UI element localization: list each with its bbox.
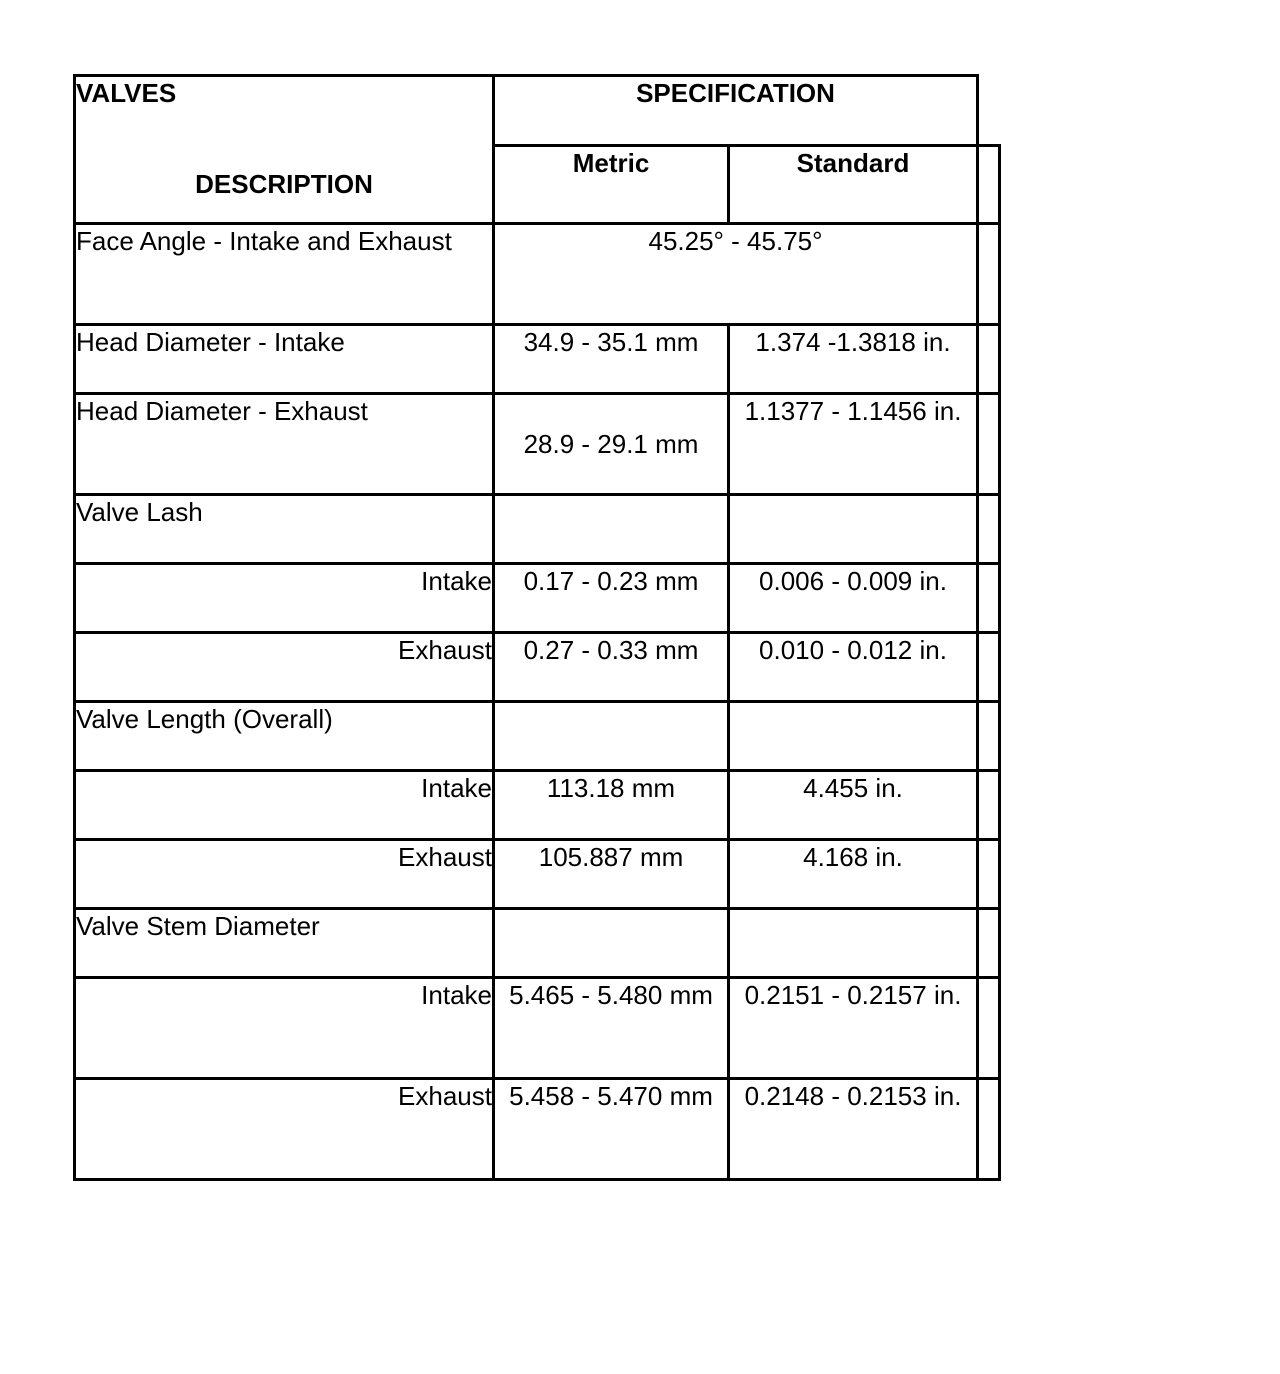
row-description: Valve Length (Overall)	[75, 702, 494, 771]
standard-value: 1.374 -1.3818 in.	[729, 325, 978, 394]
edge-cell	[978, 76, 1000, 146]
metric-value: 34.9 - 35.1 mm	[494, 325, 729, 394]
specification-header: SPECIFICATION	[494, 76, 978, 146]
standard-value: 0.2148 - 0.2153 in.	[729, 1079, 978, 1180]
metric-value	[494, 495, 729, 564]
standard-value	[729, 702, 978, 771]
edge-cell	[978, 224, 1000, 325]
edge-cell	[978, 1079, 1000, 1180]
row-description: Valve Lash	[75, 495, 494, 564]
edge-cell	[978, 633, 1000, 702]
standard-value: 4.168 in.	[729, 840, 978, 909]
metric-value: 113.18 mm	[494, 771, 729, 840]
standard-value: 0.2151 - 0.2157 in.	[729, 978, 978, 1079]
edge-cell	[978, 840, 1000, 909]
metric-header: Metric	[494, 146, 729, 224]
metric-value: 0.17 - 0.23 mm	[494, 564, 729, 633]
edge-cell	[978, 394, 1000, 495]
metric-value: 5.458 - 5.470 mm	[494, 1079, 729, 1180]
edge-cell	[978, 909, 1000, 978]
row-description: Face Angle - Intake and Exhaust	[75, 224, 494, 325]
table-row	[75, 224, 1000, 325]
metric-value	[494, 702, 729, 771]
row-description: Valve Stem Diameter	[75, 909, 494, 978]
face-angle-value: 45.25° - 45.75°	[494, 224, 978, 325]
standard-value: 1.1377 - 1.1456 in.	[729, 394, 978, 495]
row-description: Head Diameter - Intake	[75, 325, 494, 394]
standard-value: 4.455 in.	[729, 771, 978, 840]
row-description: Intake	[75, 771, 494, 840]
standard-value: 0.010 - 0.012 in.	[729, 633, 978, 702]
standard-header: Standard	[729, 146, 978, 224]
standard-value: 0.006 - 0.009 in.	[729, 564, 978, 633]
metric-value: 28.9 - 29.1 mm	[494, 394, 729, 495]
table-row	[75, 325, 1000, 394]
table-row	[75, 771, 1000, 840]
edge-cell	[978, 564, 1000, 633]
edge-cell	[978, 325, 1000, 394]
edge-cell	[978, 495, 1000, 564]
table-header-row	[75, 76, 1000, 146]
row-description: Intake	[75, 978, 494, 1079]
edge-cell	[978, 702, 1000, 771]
table-row	[75, 564, 1000, 633]
table-row	[75, 840, 1000, 909]
row-description: Exhaust	[75, 840, 494, 909]
valves-spec-table	[73, 74, 1001, 1181]
table-row	[75, 1079, 1000, 1180]
table-row	[75, 495, 1000, 564]
column-header-row	[75, 146, 1000, 224]
table-title: VALVES	[75, 76, 494, 146]
valves-spec-sheet	[73, 74, 1001, 1181]
row-description: Exhaust	[75, 1079, 494, 1180]
table-row	[75, 394, 1000, 495]
table-row	[75, 978, 1000, 1079]
standard-value	[729, 495, 978, 564]
metric-value: 105.887 mm	[494, 840, 729, 909]
edge-cell	[978, 978, 1000, 1079]
row-description: Exhaust	[75, 633, 494, 702]
standard-value	[729, 909, 978, 978]
edge-cell	[978, 771, 1000, 840]
row-description: Head Diameter - Exhaust	[75, 394, 494, 495]
metric-value: 5.465 - 5.480 mm	[494, 978, 729, 1079]
metric-value	[494, 909, 729, 978]
table-row	[75, 702, 1000, 771]
row-description: Intake	[75, 564, 494, 633]
table-row	[75, 909, 1000, 978]
metric-value: 0.27 - 0.33 mm	[494, 633, 729, 702]
description-header: DESCRIPTION	[75, 146, 494, 224]
table-row	[75, 633, 1000, 702]
edge-cell	[978, 146, 1000, 224]
